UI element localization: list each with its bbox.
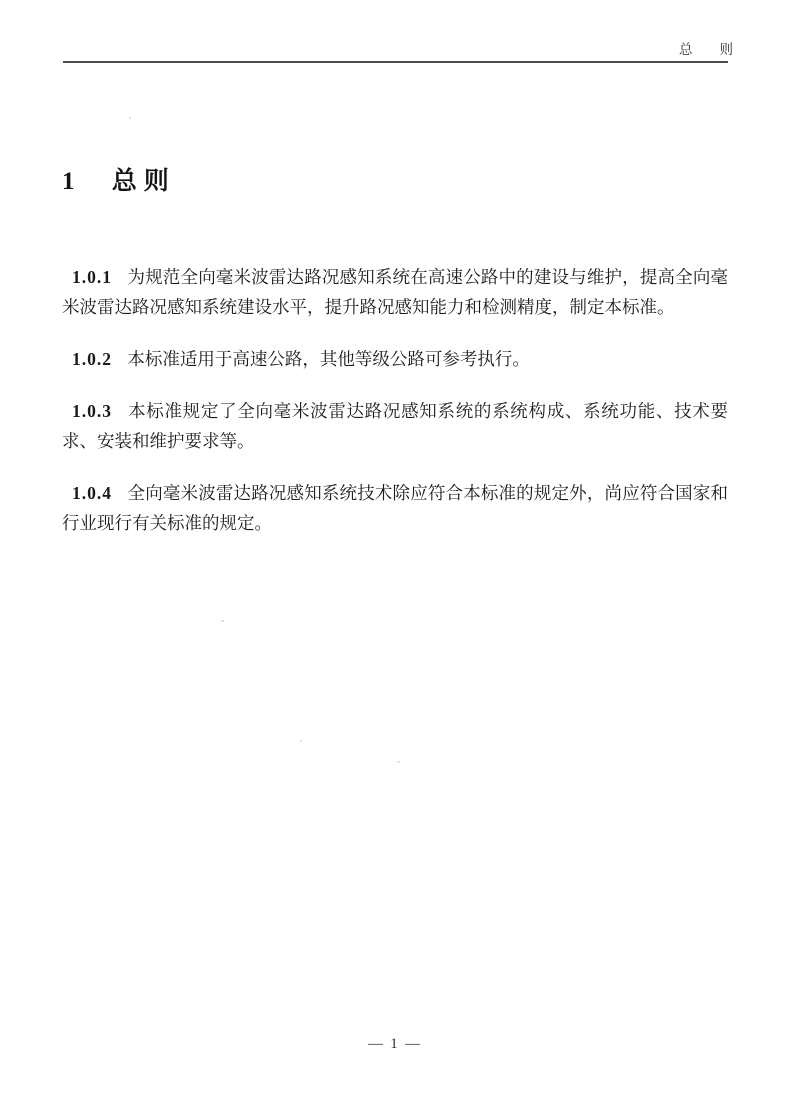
chapter-title: 总则 bbox=[111, 168, 176, 195]
header-rule bbox=[63, 61, 728, 63]
article-text: 本标准规定了全向毫米波雷达路况感知系统的系统构成、系统功能、技术要求、安装和维护要求等。 bbox=[62, 401, 728, 451]
scan-artifact bbox=[221, 620, 224, 622]
scan-artifact bbox=[397, 761, 400, 763]
article-1-0-1 bbox=[62, 262, 728, 322]
running-header-title: 总 则 bbox=[679, 42, 733, 57]
scan-artifact bbox=[300, 740, 302, 742]
article-text: 本标准适用于高速公路，其他等级公路可参考执行。 bbox=[127, 349, 530, 369]
scan-artifact bbox=[129, 117, 131, 119]
article-number: 1.0.3 bbox=[72, 401, 112, 421]
article-number: 1.0.2 bbox=[72, 349, 112, 369]
article-1-0-3 bbox=[62, 396, 728, 456]
article-1-0-2 bbox=[62, 344, 728, 374]
article-number: 1.0.4 bbox=[72, 483, 112, 503]
chapter-heading bbox=[62, 161, 176, 197]
article-1-0-4 bbox=[62, 478, 728, 538]
page-footer bbox=[0, 1036, 790, 1053]
chapter-body bbox=[62, 262, 728, 560]
article-text: 为规范全向毫米波雷达路况感知系统在高速公路中的建设与维护，提高全向毫米波雷达路况感知系统建设水平，提升路况感知能力和检测精度，制定本标准。 bbox=[62, 267, 729, 317]
chapter-number: 1 bbox=[62, 168, 75, 195]
page-number: — 1 — bbox=[368, 1036, 422, 1052]
article-text: 全向毫米波雷达路况感知系统技术除应符合本标准的规定外，尚应符合国家和行业现行有关标准的规定。 bbox=[62, 483, 729, 533]
article-number: 1.0.1 bbox=[72, 267, 112, 287]
